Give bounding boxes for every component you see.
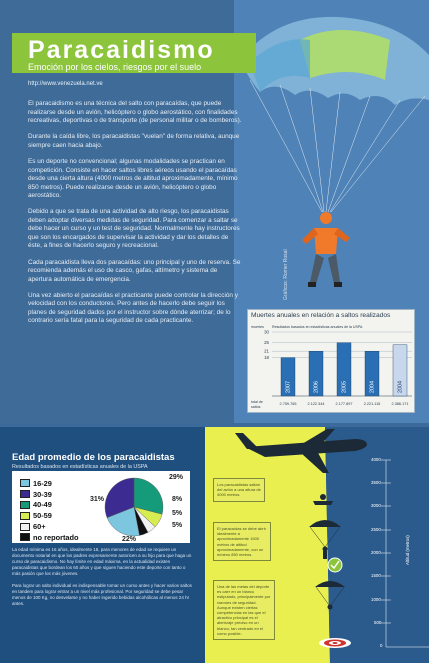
altitude-label: 4000 <box>371 457 381 462</box>
legend-item <box>20 500 79 511</box>
bar-chart-plot <box>248 310 416 414</box>
legend-swatch <box>20 501 30 509</box>
article-paragraph: El paracaidismo es una técnica del salto con paracaídas, que puede realizarse desde un avión, helicóptero o globo aerostático, con finalidades recreativas, deportivas o de transporte (de personal militar o de bomberos). <box>28 100 242 124</box>
pie-value-label: 8% <box>172 496 183 503</box>
altitude-label: 3500 <box>371 480 381 485</box>
bar-category-label: 2006 <box>313 381 320 393</box>
legend-label: 60+ <box>33 522 46 532</box>
legend-label: 40-49 <box>33 500 52 510</box>
pie-chart-title: Edad promedio de los paracaidistas <box>12 452 175 463</box>
graphics-credit: Gráficos: Romer Rosal <box>283 249 289 300</box>
article-paragraph: Debido a que se trata de una actividad de alto riesgo, los paracaidistas deben adoptar diversas medidas de seguridad. Para comenzar a saltar se debe hacer un curso y un test de seguridad. Normalmente hay instructores que son los encargados de supervisar la actividad y dar los detalles de éste, a fines de hacerlo seguro y recreacional. <box>28 208 240 250</box>
age-paragraph: La edad mínima es 16 años, idealmente 18, para menores de edad se requiere un documento notarial en que los padres expresamente autoricen a su hijo para que haga un curso de paracaidismo. No hay límite en edad máxima, en la actualidad existen paracaidistas que bordean los 60 años y que siguen haciendo este deporte con tanto o más pasión que los más jóvenes. <box>12 547 192 576</box>
pie-chart-plot <box>88 471 190 543</box>
altitude-label: 2000 <box>371 550 381 555</box>
bar-total-value: 2.759.765 <box>279 402 297 406</box>
note-target-landing: Una de las metas del deporte es caer en un blanco estipulado, principalmente por razones de seguridad. Aunque existen ciertas competencias en las que el atractivo principal es el aterrizaje preciso en un blanco, tan centrado en el como posible. <box>213 580 275 640</box>
landing-target-icon <box>319 638 351 648</box>
legend-item <box>20 478 79 489</box>
legend-swatch <box>20 479 30 487</box>
bar-total-value: 2.122.344 <box>307 402 325 406</box>
bar-category-label: 2007 <box>285 381 292 393</box>
article-paragraph: Una vez abierto el paracaídas el practicante puede controlar la dirección y velocidad con los conductores. Pero antes de hacerlo debe seguir los planes de seguridad dados por el instructor sobre dónde aterrizar; de lo contrario sería fatal para la seguridad de cada practicante. <box>28 291 238 325</box>
bar-total-value: 2.221.115 <box>363 402 381 406</box>
bar-total-value: 2.177.897 <box>335 402 353 406</box>
legend-item <box>20 489 79 500</box>
article-paragraph: Cada paracaidista lleva dos paracaídas: uno principal y uno de reserva. Se recomienda además el uso de casco, gafas, altímetro y sistema de apertura automática de emergencia. <box>28 258 241 283</box>
altitude-label: 0 <box>380 643 383 648</box>
page-subtitle: Emoción por los cielos, riesgos por el suelo <box>28 62 202 72</box>
age-paragraph: Para lograr un salto individual es indispensable tomar un curso antes y hacer varios saltos en tandem para lograr entrar a un nivel más profesional. Por seguridad se debe pesar menos de 100 Kg, no desvelarse y no haber ingerido bebidas alcohólicas al menos 24 hr antes. <box>12 583 192 606</box>
bar-tick-label: 18 <box>264 355 269 361</box>
article-paragraph: Durante la caída libre, los paracaidistas "vuelan" de forma relativa, aunque siempre caen hacia abajo. <box>28 133 240 149</box>
article-paragraph: Es un deporte no convencional; algunas modalidades se practican en competición. Consiste en hacer saltos libres aéreos usando el paracaídas desde una cierta altura (4000 metros de altitud aproximadamente, mínimo 850 metros). Puede realizarse desde un avión, helicóptero o globo aerostático. <box>28 158 238 200</box>
legend-label: 50-59 <box>33 511 52 521</box>
altitude-axis-label: Altitud (metros) <box>405 535 410 565</box>
bar-row-label-deaths: muertes <box>251 325 264 329</box>
note-opening-altitude: El paracaídas se debe abrir idealmente a aproximadamente 1500 metros de altitud aproximadamente, con un mínimo 850 metros. <box>213 522 271 561</box>
pie-value-label: 5% <box>172 510 183 517</box>
bar-total-value: 2.386.171 <box>391 402 409 406</box>
altitude-label: 2500 <box>371 527 381 532</box>
source-url[interactable]: http://www.venezuela.net.ve <box>28 81 103 87</box>
altitude-label: 1500 <box>371 573 381 578</box>
legend-item <box>20 532 79 543</box>
skydiver-icon <box>302 212 350 287</box>
bar-chart-title: Muertes anuales en relación a saltos realizados <box>251 312 391 319</box>
pie-value-label: 29% <box>169 474 184 481</box>
article-body <box>28 100 242 334</box>
check-icon <box>328 558 342 572</box>
bar-tick-label: 21 <box>264 348 269 354</box>
legend-swatch <box>20 490 30 498</box>
legend-swatch <box>20 523 30 531</box>
altitude-label: 500 <box>374 620 382 625</box>
pie-value-label: 22% <box>122 536 137 543</box>
pie-chart-subtitle: Resultados basados en estadísticas anuales de la USPA <box>12 464 148 470</box>
pie-value-label: 5% <box>172 522 183 529</box>
altitude-label: 3000 <box>371 503 381 508</box>
bar-category-label: 2004 <box>369 381 376 393</box>
page-title: Paracaidismo <box>28 36 215 64</box>
note-jump-altitude: Los paracaidistas saltan del avión a una altura de 4000 metros. <box>213 478 265 502</box>
pie-value-label: 31% <box>90 496 105 503</box>
legend-item <box>20 521 79 532</box>
legend-label: 30-39 <box>33 489 52 499</box>
legend-swatch <box>20 533 30 541</box>
legend-label: no reportado <box>33 532 79 542</box>
bar-tick-label: 25 <box>264 340 269 346</box>
legend-swatch <box>20 512 30 520</box>
pie-legend <box>20 478 79 543</box>
legend-label: 16-29 <box>33 478 52 488</box>
legend-item <box>20 510 79 521</box>
bar-category-label: 2004 <box>397 381 404 393</box>
age-text <box>12 547 194 613</box>
bar-chart-subtitle: Resultados basados en estadísticas anuales de la USPA <box>272 325 363 329</box>
bar-row-label-total: total de saltos <box>251 400 263 409</box>
deaths-bar-chart <box>247 309 415 413</box>
bar-category-label: 2005 <box>341 381 348 393</box>
altitude-label: 1000 <box>371 597 381 602</box>
bar-tick-label: 30 <box>264 329 269 335</box>
